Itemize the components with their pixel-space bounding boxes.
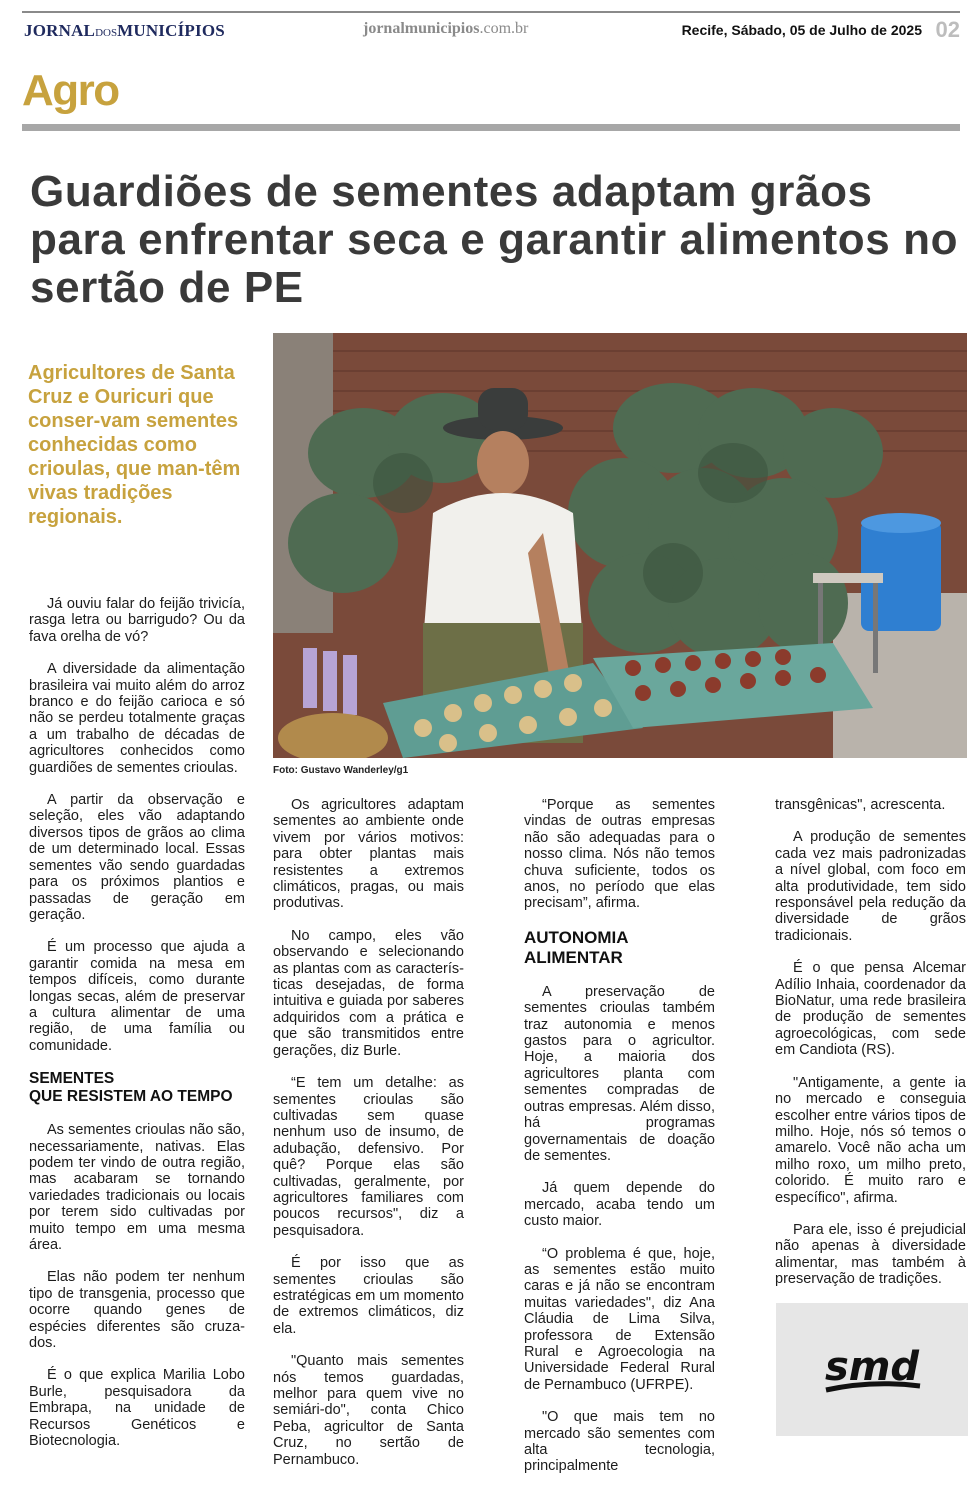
masthead-word-dos: DOS <box>95 27 118 39</box>
article-column-3 <box>524 797 715 1491</box>
issue-date: Recife, Sábado, 05 de Julho de 2025 <box>681 22 922 38</box>
article-lead: Agricultores de Santa Cruz e Ouricuri que conser-vam sementes conhecidas como crioulas, que man-têm vivas tradições regionais. <box>28 362 241 528</box>
subheading-autonomia: AUTONOMIA ALIMENTAR <box>524 927 628 967</box>
paragraph: Já quem depende do mercado, acaba tendo um custo maior. <box>524 1180 715 1230</box>
paragraph: "Quanto mais sementes nós temos guardadas, melhor para quem vive no semiári-do", conta Chico Peba, agricultor de Santa Cruz, no sertão de Pernambuco. <box>273 1353 464 1468</box>
subheading-line: SEMENTES <box>29 1070 115 1088</box>
paragraph: "Antigamente, a gente ia no mercado e conseguia escolher entre vários tipos de milho. Hoje, nós só temos o amarelo. Você não acha um milho roxo, um milho preto, colorido. É muito raro e específico", afirma. <box>775 1074 966 1206</box>
paragraph: A produção de sementes cada vez mais padronizadas a nível global, com foco em alta produtividade, tem sido responsável pela redução da diversidade de grãos tradicionais. <box>775 829 966 944</box>
section-title: Agro <box>22 66 119 115</box>
page-number: 02 <box>935 17 960 42</box>
paragraph: “Porque as sementes vindas de outras empresas não são adequadas para o nosso clima. Nós não temos chuva suficiente, todos os anos, no período que elas precisam”, afirma. <box>524 797 715 912</box>
article-column-4 <box>775 797 966 1304</box>
header-top-rule <box>22 11 960 13</box>
photo-illustration <box>273 333 967 758</box>
paragraph: As sementes crioulas não são, necessariamente, nativas. Elas podem ter vindo de outra região, mas acabaram se tornando variedades tradicionais ou locais por terem sido cultivadas por muito tempo em uma mesma área. <box>29 1122 245 1253</box>
photo-caption: Foto: Gustavo Wanderley/g1 <box>273 765 409 776</box>
smd-logo-icon <box>812 1340 932 1400</box>
paragraph: Já ouviu falar do feijão trivicía, rasga letra ou barrigudo? Ou da fava orelha de vó? <box>29 596 245 645</box>
article-photo <box>273 333 967 758</box>
masthead-word-jornal: JORNAL <box>24 21 96 40</box>
paragraph: “E tem um detalhe: as sementes crioulas são cultivadas sem quase nenhum uso de insumo, de adubação, defensivo. Por quê? Porque elas são cultivadas, geralmente, por agricultores familiares com poucos recursos", diz a pesquisadora. <box>273 1075 464 1239</box>
paragraph-continued: transgênicas", acrescenta. <box>775 797 946 813</box>
paragraph: Elas não podem ter nenhum tipo de transgenia, processo que ocorre quando genes de espécies diferentes são cruza-dos. <box>29 1269 245 1352</box>
paragraph: "O que mais tem no mercado são sementes com alta tecnologia, principalmente <box>524 1409 715 1475</box>
subheading-line: QUE RESISTEM AO TEMPO <box>29 1088 233 1106</box>
paragraph: A preservação de sementes crioulas também traz autonomia e menos gastos para o agricultor. Hoje, a maioria dos agricultores planta com sementes compradas de outras empresas. Além disso, há programas governamentais de doação de sementes. <box>524 983 715 1164</box>
paragraph: É o que explica Marilia Lobo Burle, pesquisadora da Embrapa, na unidade de Recursos Genéticos e Biotecnologia. <box>29 1367 245 1450</box>
site-url[interactable] <box>363 20 528 38</box>
article-headline: Guardiões de sementes adaptam grãos para enfrentar seca e garantir alimentos no sertão de PE <box>30 167 959 312</box>
paragraph: Os agricultores adaptam sementes ao ambiente onde vivem por vários motivos: para obter plantas mais resistentes a extremos climáticos, pragas, ou mais produtivas. <box>273 797 464 912</box>
article-column-2 <box>273 797 464 1484</box>
masthead-logo[interactable] <box>24 21 225 41</box>
paragraph: É o que pensa Alcemar Adílio Inhaia, coordenador da BioNatur, uma rede brasileira de produção de sementes agroecológicas, com sede em Candiota (RS). <box>775 960 966 1059</box>
paragraph: A partir da observação e seleção, eles vão adaptando diversos tipos de grãos ao clima de um determinado local. Essas sementes vão sendo guardadas para os próximos plantios e passadas de geração em geração. <box>29 792 245 923</box>
sponsor-ad[interactable] <box>776 1303 968 1436</box>
paragraph: A diversidade da alimentação brasileira vai muito além do arroz branco e do feijão carioca e só não se perdeu totalmente graças a um trabalho de décadas de agricultores conhecidos como guardiões de sementes crioulas. <box>29 661 245 776</box>
paragraph: “O problema é que, hoje, as sementes estão muito caras e já não se encontram muitas variedades", diz Ana Cláudia de Lima Silva, professora de Extensão Rural e Agroecologia na Universidade Federal Rural de Pernambuco (UFRPE). <box>524 1245 715 1393</box>
site-url-main: jornalmunicipios <box>363 20 480 37</box>
masthead-word-municipios: MUNICÍPIOS <box>117 21 225 40</box>
subheading-sementes <box>29 1070 245 1106</box>
section-rule <box>22 124 960 131</box>
smd-logo-text: smd <box>824 1343 920 1390</box>
article-column-1 <box>29 596 245 1465</box>
paragraph: É um processo que ajuda a garantir comida na mesa em tempos difíceis, como durante longas secas, além de preservar a cultura alimentar de uma região, de uma família ou comunidade. <box>29 939 245 1054</box>
paragraph: Para ele, isso é prejudicial não apenas à diversidade alimentar, mas também à preservação de tradições. <box>775 1221 966 1288</box>
paragraph: No campo, eles vão observando e selecionando as plantas com as caracterís-ticas desejadas, de forma intuitiva e guiada por saberes adquiridos com a prática e que são transmitidos entre gerações, diz Burle. <box>273 927 464 1059</box>
site-url-domain: .com.br <box>479 20 529 37</box>
paragraph: É por isso que as sementes crioulas são estratégicas em um momento de extremos climáticos, diz ela. <box>273 1255 464 1337</box>
